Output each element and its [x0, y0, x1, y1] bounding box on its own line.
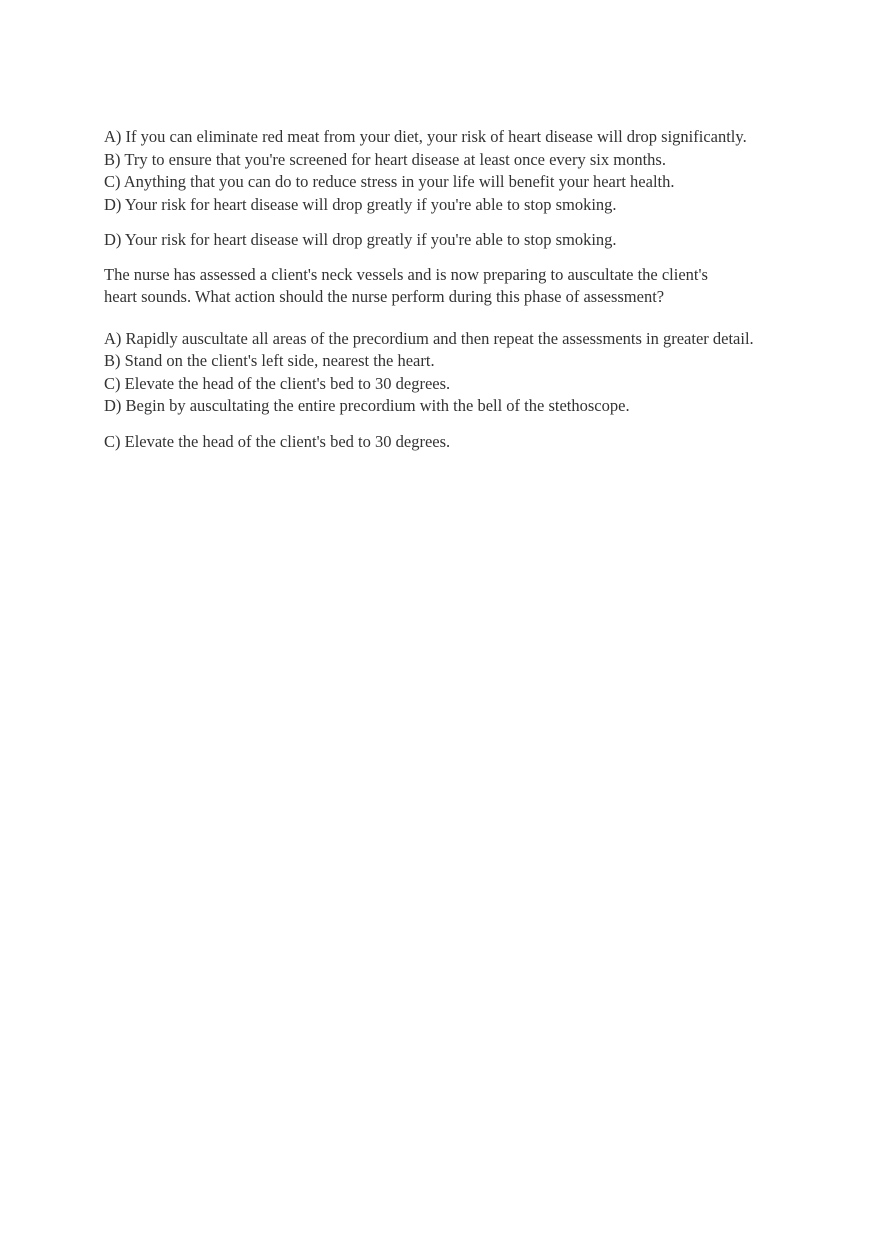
- option-a: A) If you can eliminate red meat from your diet, your risk of heart disease will drop significantly.: [104, 127, 747, 146]
- option-a: A) Rapidly auscultate all areas of the precordium and then repeat the assessments in greater detail.: [104, 328, 754, 348]
- option-c: C) Anything that you can do to reduce stress in your life will benefit your heart health.: [104, 172, 675, 191]
- document-content: [104, 126, 794, 453]
- question-2-options: [104, 328, 794, 418]
- answer-text: C) Elevate the head of the client's bed to 30 degrees.: [104, 431, 451, 451]
- question-1-answer: [104, 229, 794, 252]
- question-1-options: [104, 126, 794, 216]
- option-d: D) Begin by auscultating the entire precordium with the bell of the stethoscope.: [104, 396, 630, 415]
- question-2-stem: [104, 264, 794, 309]
- question-stem-line: heart sounds. What action should the nurse perform during this phase of assessment?: [104, 287, 665, 306]
- answer-text: D) Your risk for heart disease will drop greatly if you're able to stop smoking.: [104, 230, 617, 249]
- option-b: B) Stand on the client's left side, nearest the heart.: [104, 351, 435, 370]
- option-b: B) Try to ensure that you're screened for heart disease at least once every six months.: [104, 149, 666, 169]
- question-2-answer: [104, 431, 794, 454]
- option-d: D) Your risk for heart disease will drop greatly if you're able to stop smoking.: [104, 194, 617, 214]
- option-c: C) Elevate the head of the client's bed to 30 degrees.: [104, 373, 451, 393]
- question-stem-line: The nurse has assessed a client's neck vessels and is now preparing to auscultate the client's: [104, 264, 708, 284]
